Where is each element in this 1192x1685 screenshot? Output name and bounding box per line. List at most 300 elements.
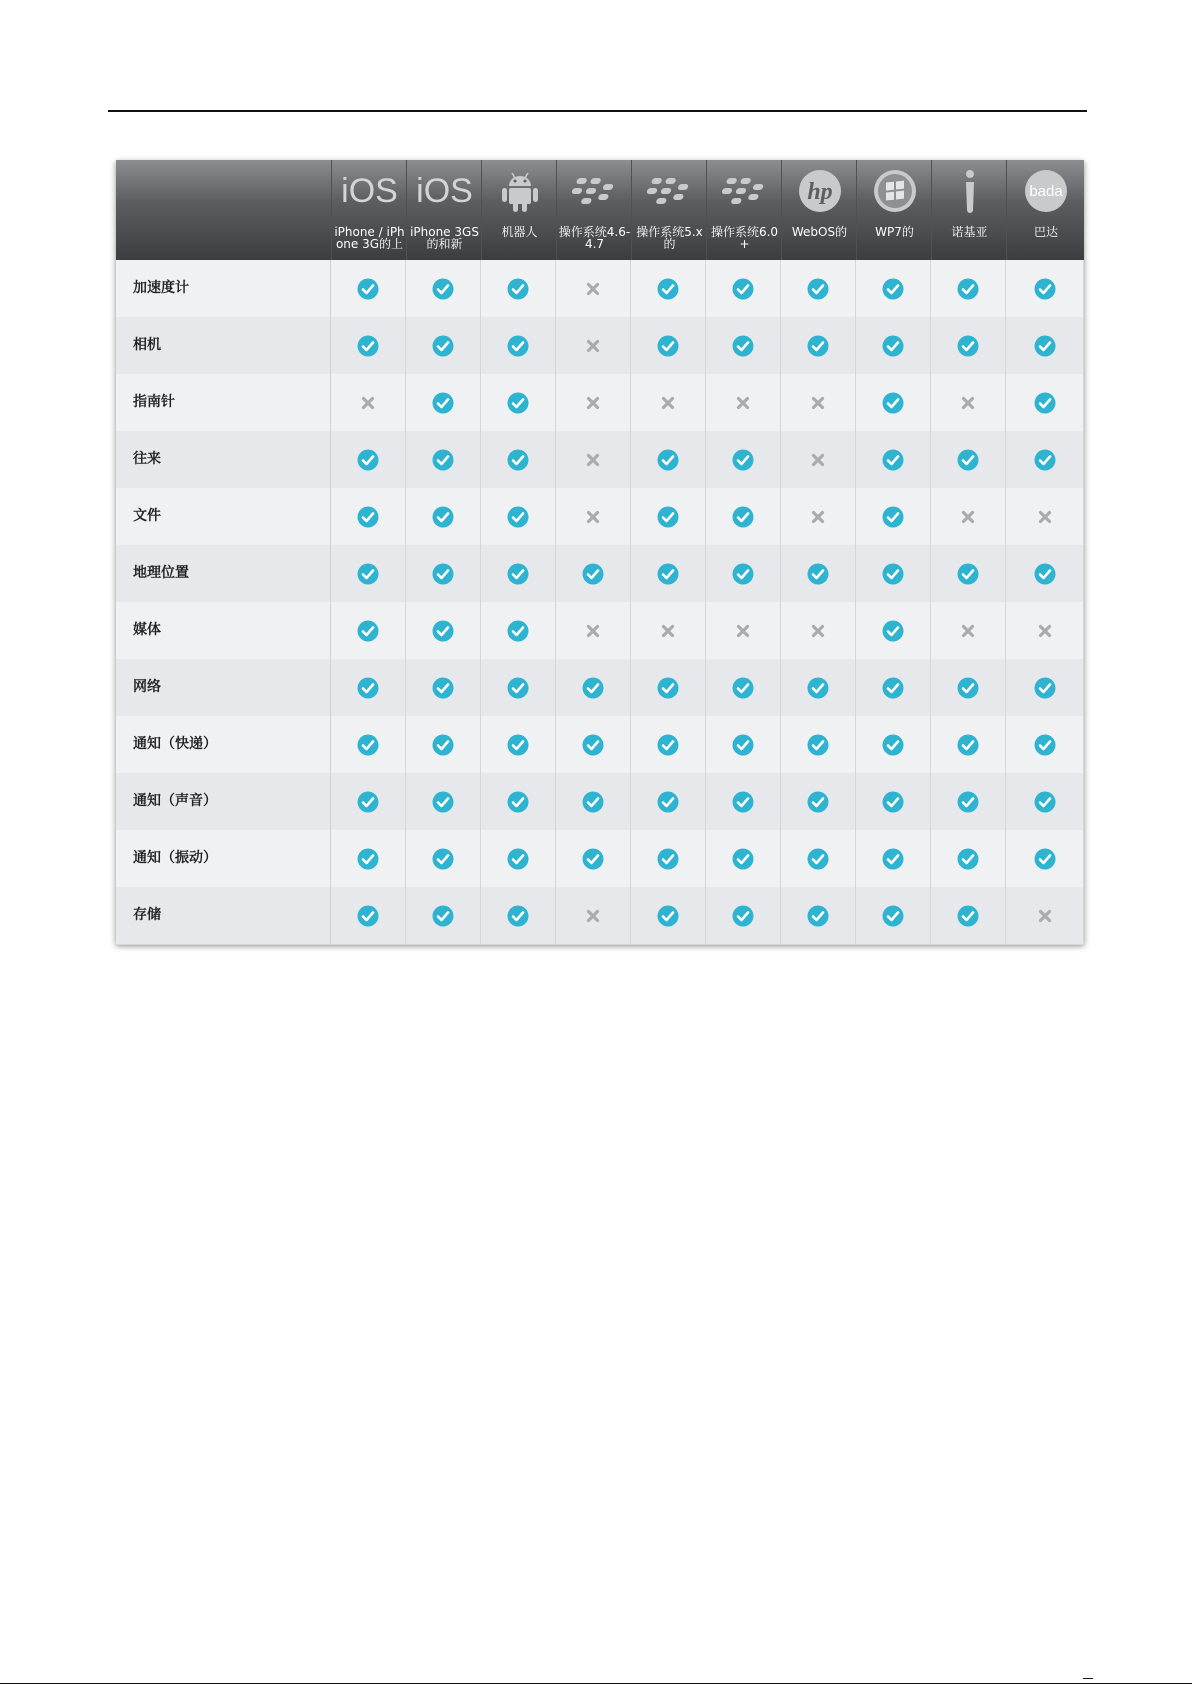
- check-icon: [882, 392, 904, 414]
- check-icon: [882, 563, 904, 585]
- check-icon: [957, 449, 979, 471]
- column-label: 操作系统4.6-4.7: [558, 225, 631, 251]
- check-icon: [957, 278, 979, 300]
- supported-cell: [856, 545, 931, 602]
- check-icon: [807, 335, 829, 357]
- check-icon: [807, 734, 829, 756]
- supported-cell: [1006, 260, 1084, 317]
- bada-icon: [1007, 168, 1085, 214]
- feature-label: 相机: [116, 317, 331, 374]
- supported-cell: [856, 602, 931, 659]
- check-icon: [807, 563, 829, 585]
- supported-cell: [481, 317, 556, 374]
- check-icon: [882, 278, 904, 300]
- supported-cell: [931, 317, 1006, 374]
- cross-icon: [586, 624, 600, 638]
- supported-cell: [931, 260, 1006, 317]
- supported-cell: [1006, 545, 1084, 602]
- supported-cell: [706, 317, 781, 374]
- supported-cell: [931, 716, 1006, 773]
- column-label: 操作系统6.0 +: [710, 225, 779, 251]
- feature-label: 指南针: [116, 374, 331, 431]
- column-header-webos: [781, 160, 857, 260]
- supported-cell: [481, 260, 556, 317]
- supported-cell: [856, 317, 931, 374]
- check-icon: [432, 848, 454, 870]
- check-icon: [657, 335, 679, 357]
- bottom-rule: [0, 1683, 1192, 1684]
- cross-icon: [586, 339, 600, 353]
- check-icon: [1034, 335, 1056, 357]
- unsupported-cell: [706, 602, 781, 659]
- supported-cell: [331, 887, 406, 944]
- supported-cell: [331, 773, 406, 830]
- check-icon: [882, 905, 904, 927]
- check-icon: [957, 791, 979, 813]
- ios-logo: [332, 168, 407, 214]
- check-icon: [1034, 392, 1056, 414]
- column-label: 诺基亚: [951, 225, 988, 239]
- column-label: 操作系统5.x 的: [636, 225, 703, 251]
- check-icon: [432, 563, 454, 585]
- check-icon: [432, 278, 454, 300]
- unsupported-cell: [631, 374, 706, 431]
- check-icon: [882, 506, 904, 528]
- check-icon: [507, 848, 529, 870]
- supported-cell: [856, 773, 931, 830]
- supported-cell: [781, 317, 856, 374]
- check-icon: [882, 620, 904, 642]
- column-label: WebOS的: [791, 225, 848, 239]
- table-header: [116, 160, 1084, 260]
- check-icon: [807, 677, 829, 699]
- check-icon: [1034, 791, 1056, 813]
- feature-label: 存储: [116, 887, 331, 944]
- supported-cell: [856, 431, 931, 488]
- supported-cell: [406, 488, 481, 545]
- cross-icon: [811, 453, 825, 467]
- supported-cell: [706, 830, 781, 887]
- supported-cell: [481, 374, 556, 431]
- table-row: [116, 716, 1084, 774]
- supported-cell: [631, 260, 706, 317]
- supported-cell: [406, 830, 481, 887]
- column-header-blackberry-60: [706, 160, 782, 260]
- supported-cell: [406, 431, 481, 488]
- check-icon: [432, 734, 454, 756]
- check-icon: [732, 563, 754, 585]
- supported-cell: [331, 545, 406, 602]
- supported-cell: [556, 773, 631, 830]
- supported-cell: [1006, 317, 1084, 374]
- check-icon: [807, 278, 829, 300]
- check-icon: [957, 734, 979, 756]
- table-row: [116, 317, 1084, 375]
- supported-cell: [481, 659, 556, 716]
- feature-label: 媒体: [116, 602, 331, 659]
- bada-logo-text: bada: [1029, 183, 1063, 200]
- table-row: [116, 830, 1084, 888]
- check-icon: [357, 905, 379, 927]
- unsupported-cell: [931, 602, 1006, 659]
- check-icon: [732, 677, 754, 699]
- column-label: 机器人: [501, 225, 538, 239]
- cross-icon: [736, 396, 750, 410]
- check-icon: [657, 506, 679, 528]
- supported-cell: [331, 716, 406, 773]
- unsupported-cell: [781, 602, 856, 659]
- supported-cell: [781, 887, 856, 944]
- supported-cell: [631, 431, 706, 488]
- check-icon: [657, 734, 679, 756]
- supported-cell: [556, 659, 631, 716]
- unsupported-cell: [331, 374, 406, 431]
- check-icon: [732, 506, 754, 528]
- column-label: iPhone / iPhone 3G的上: [334, 225, 405, 251]
- unsupported-cell: [931, 374, 1006, 431]
- unsupported-cell: [781, 374, 856, 431]
- supported-cell: [706, 545, 781, 602]
- supported-cell: [1006, 830, 1084, 887]
- unsupported-cell: [556, 317, 631, 374]
- column-header-nokia: [931, 160, 1007, 260]
- supported-cell: [556, 716, 631, 773]
- supported-cell: [781, 716, 856, 773]
- table-row: [116, 773, 1084, 831]
- table-row: [116, 545, 1084, 603]
- cross-icon: [586, 396, 600, 410]
- supported-cell: [781, 830, 856, 887]
- feature-label: 通知（声音）: [116, 773, 331, 830]
- check-icon: [732, 734, 754, 756]
- header-blank-cell: [116, 160, 331, 260]
- table-row: [116, 887, 1084, 945]
- check-icon: [657, 905, 679, 927]
- supported-cell: [706, 260, 781, 317]
- check-icon: [357, 449, 379, 471]
- unsupported-cell: [781, 488, 856, 545]
- check-icon: [432, 905, 454, 927]
- check-icon: [582, 791, 604, 813]
- feature-label: 网络: [116, 659, 331, 716]
- cross-icon: [961, 510, 975, 524]
- supported-cell: [406, 545, 481, 602]
- check-icon: [357, 677, 379, 699]
- supported-cell: [556, 830, 631, 887]
- check-icon: [432, 506, 454, 528]
- nokia-icon: [932, 168, 1007, 214]
- supported-cell: [856, 374, 931, 431]
- check-icon: [657, 791, 679, 813]
- ios-logo-text: iOS: [341, 171, 398, 210]
- supported-cell: [856, 830, 931, 887]
- check-icon: [582, 563, 604, 585]
- check-icon: [882, 335, 904, 357]
- check-icon: [882, 734, 904, 756]
- supported-cell: [706, 887, 781, 944]
- unsupported-cell: [556, 260, 631, 317]
- unsupported-cell: [706, 374, 781, 431]
- column-header-ios-legacy: [331, 160, 407, 260]
- check-icon: [507, 449, 529, 471]
- cross-icon: [811, 624, 825, 638]
- unsupported-cell: [1006, 887, 1084, 944]
- supported-cell: [631, 773, 706, 830]
- supported-cell: [631, 545, 706, 602]
- check-icon: [432, 677, 454, 699]
- cross-icon: [586, 282, 600, 296]
- column-header-bada: [1006, 160, 1085, 260]
- check-icon: [357, 734, 379, 756]
- top-rule: [108, 110, 1087, 112]
- cross-icon: [586, 453, 600, 467]
- supported-cell: [481, 431, 556, 488]
- check-icon: [807, 791, 829, 813]
- supported-cell: [331, 830, 406, 887]
- unsupported-cell: [556, 887, 631, 944]
- column-header-blackberry-46: [556, 160, 632, 260]
- supported-cell: [1006, 716, 1084, 773]
- supported-cell: [406, 659, 481, 716]
- check-icon: [507, 905, 529, 927]
- supported-cell: [706, 659, 781, 716]
- supported-cell: [631, 830, 706, 887]
- supported-cell: [331, 602, 406, 659]
- hp-logo-text: hp: [806, 179, 833, 205]
- supported-cell: [1006, 773, 1084, 830]
- table-row: [116, 431, 1084, 489]
- supported-cell: [406, 887, 481, 944]
- supported-cell: [481, 830, 556, 887]
- cross-icon: [736, 624, 750, 638]
- cross-icon: [811, 510, 825, 524]
- check-icon: [507, 563, 529, 585]
- column-label: 巴达: [1033, 225, 1058, 239]
- supported-cell: [856, 488, 931, 545]
- supported-cell: [706, 488, 781, 545]
- cross-icon: [811, 396, 825, 410]
- supported-cell: [481, 545, 556, 602]
- table-row: [116, 488, 1084, 546]
- supported-cell: [406, 716, 481, 773]
- check-icon: [657, 563, 679, 585]
- ios-logo: [407, 168, 482, 214]
- check-icon: [357, 791, 379, 813]
- column-label: iPhone 3GS 的和新: [410, 225, 479, 251]
- check-icon: [507, 791, 529, 813]
- check-icon: [657, 848, 679, 870]
- check-icon: [582, 734, 604, 756]
- unsupported-cell: [556, 431, 631, 488]
- check-icon: [357, 848, 379, 870]
- check-icon: [807, 905, 829, 927]
- supported-cell: [631, 716, 706, 773]
- check-icon: [507, 677, 529, 699]
- cross-icon: [586, 909, 600, 923]
- check-icon: [507, 620, 529, 642]
- check-icon: [957, 335, 979, 357]
- column-header-wp7: [856, 160, 932, 260]
- cross-icon: [361, 396, 375, 410]
- column-label: WP7的: [875, 225, 914, 239]
- supported-cell: [481, 773, 556, 830]
- cross-icon: [661, 396, 675, 410]
- check-icon: [432, 791, 454, 813]
- check-icon: [657, 677, 679, 699]
- supported-cell: [706, 773, 781, 830]
- check-icon: [732, 848, 754, 870]
- check-icon: [507, 506, 529, 528]
- check-icon: [507, 392, 529, 414]
- feature-label: 加速度计: [116, 260, 331, 317]
- check-icon: [432, 335, 454, 357]
- unsupported-cell: [781, 431, 856, 488]
- bottom-mark: [1083, 1678, 1093, 1679]
- android-icon: [482, 168, 557, 214]
- check-icon: [957, 905, 979, 927]
- hp-icon: [782, 168, 857, 214]
- supported-cell: [331, 488, 406, 545]
- supported-cell: [631, 488, 706, 545]
- supported-cell: [406, 602, 481, 659]
- supported-cell: [1006, 659, 1084, 716]
- supported-cell: [931, 659, 1006, 716]
- cross-icon: [1038, 909, 1052, 923]
- supported-cell: [781, 773, 856, 830]
- supported-cell: [631, 659, 706, 716]
- check-icon: [882, 848, 904, 870]
- supported-cell: [331, 260, 406, 317]
- supported-cell: [856, 887, 931, 944]
- supported-cell: [631, 317, 706, 374]
- check-icon: [1034, 278, 1056, 300]
- supported-cell: [931, 887, 1006, 944]
- unsupported-cell: [1006, 602, 1084, 659]
- cross-icon: [661, 624, 675, 638]
- check-icon: [1034, 734, 1056, 756]
- supported-cell: [406, 260, 481, 317]
- feature-label: 往来: [116, 431, 331, 488]
- cross-icon: [961, 396, 975, 410]
- supported-cell: [331, 317, 406, 374]
- column-header-ios-3gs: [406, 160, 482, 260]
- check-icon: [732, 791, 754, 813]
- check-icon: [582, 848, 604, 870]
- supported-cell: [856, 260, 931, 317]
- supported-cell: [1006, 374, 1084, 431]
- supported-cell: [706, 716, 781, 773]
- feature-label: 文件: [116, 488, 331, 545]
- check-icon: [582, 677, 604, 699]
- check-icon: [732, 905, 754, 927]
- check-icon: [507, 734, 529, 756]
- cross-icon: [1038, 624, 1052, 638]
- check-icon: [807, 848, 829, 870]
- supported-cell: [931, 830, 1006, 887]
- check-icon: [357, 563, 379, 585]
- table-row: [116, 602, 1084, 660]
- supported-cell: [781, 260, 856, 317]
- check-icon: [732, 449, 754, 471]
- supported-cell: [931, 773, 1006, 830]
- check-icon: [882, 677, 904, 699]
- supported-cell: [931, 545, 1006, 602]
- check-icon: [732, 278, 754, 300]
- check-icon: [882, 449, 904, 471]
- check-icon: [357, 278, 379, 300]
- check-icon: [1034, 848, 1056, 870]
- check-icon: [657, 449, 679, 471]
- supported-cell: [331, 659, 406, 716]
- check-icon: [957, 848, 979, 870]
- feature-support-table: [116, 160, 1084, 944]
- table-row: [116, 374, 1084, 432]
- check-icon: [1034, 563, 1056, 585]
- supported-cell: [781, 545, 856, 602]
- supported-cell: [706, 431, 781, 488]
- check-icon: [432, 620, 454, 642]
- check-icon: [357, 506, 379, 528]
- cross-icon: [1038, 510, 1052, 524]
- cross-icon: [586, 510, 600, 524]
- supported-cell: [481, 602, 556, 659]
- unsupported-cell: [556, 488, 631, 545]
- check-icon: [1034, 677, 1056, 699]
- cross-icon: [961, 624, 975, 638]
- unsupported-cell: [631, 602, 706, 659]
- table-row: [116, 260, 1084, 318]
- check-icon: [432, 392, 454, 414]
- unsupported-cell: [556, 374, 631, 431]
- supported-cell: [406, 317, 481, 374]
- blackberry-icon: [632, 168, 707, 214]
- supported-cell: [481, 488, 556, 545]
- check-icon: [957, 677, 979, 699]
- check-icon: [1034, 449, 1056, 471]
- check-icon: [507, 335, 529, 357]
- check-icon: [507, 278, 529, 300]
- supported-cell: [1006, 431, 1084, 488]
- feature-label: 地理位置: [116, 545, 331, 602]
- feature-label: 通知（快递）: [116, 716, 331, 773]
- column-header-blackberry-5x: [631, 160, 707, 260]
- unsupported-cell: [931, 488, 1006, 545]
- supported-cell: [781, 659, 856, 716]
- supported-cell: [331, 431, 406, 488]
- supported-cell: [856, 716, 931, 773]
- check-icon: [957, 563, 979, 585]
- check-icon: [657, 278, 679, 300]
- supported-cell: [406, 374, 481, 431]
- supported-cell: [631, 887, 706, 944]
- supported-cell: [556, 545, 631, 602]
- supported-cell: [481, 716, 556, 773]
- supported-cell: [481, 887, 556, 944]
- ios-logo-text: iOS: [416, 171, 473, 210]
- unsupported-cell: [556, 602, 631, 659]
- windows-icon: [857, 168, 932, 214]
- supported-cell: [406, 773, 481, 830]
- check-icon: [732, 335, 754, 357]
- blackberry-icon: [707, 168, 782, 214]
- supported-cell: [856, 659, 931, 716]
- check-icon: [432, 449, 454, 471]
- supported-cell: [931, 431, 1006, 488]
- check-icon: [357, 620, 379, 642]
- table-row: [116, 659, 1084, 717]
- unsupported-cell: [1006, 488, 1084, 545]
- check-icon: [357, 335, 379, 357]
